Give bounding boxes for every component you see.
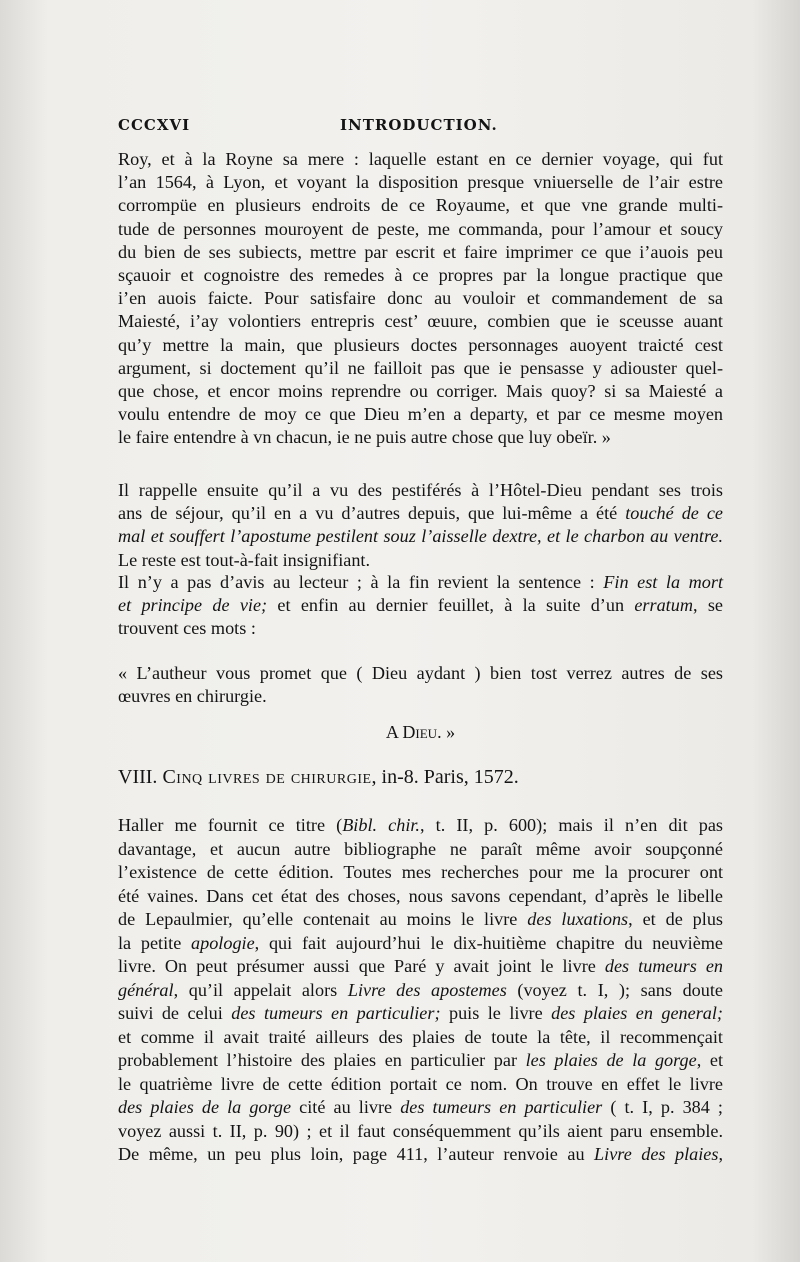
italic-span: Fin est la mort (603, 572, 724, 592)
italic-span: les plaies de la gorge (525, 1050, 697, 1070)
closing-text: A Dieu. » (385, 722, 456, 742)
text-span: et enfin au dernier feuillet, à la suite d’un (267, 595, 635, 616)
text-line: l’an 1564, à Lyon, et voyant la disposition presque vniuerselle de l’air estre (118, 172, 723, 193)
page-number: CCCXVI (118, 116, 191, 134)
text-line (118, 814, 723, 838)
italic-span: et principe de vie; (118, 595, 268, 616)
text-line: Il rappelle ensuite qu’il a vu des pestiférés à l’Hôtel-Dieu pendant ses trois (118, 480, 723, 500)
text-line (118, 1143, 723, 1167)
text-span: cité au livre (291, 1097, 401, 1117)
quote-paragraph (118, 148, 723, 450)
text-line: voulu entendre de moy ce que Dieu m’en a departy, et par ce mesme moyen (118, 404, 723, 425)
text-line: le quatrième livre de cette édition portait ce nom. On trouve en effet le livre (118, 1073, 723, 1094)
italic-span: Livre des apostemes (347, 979, 507, 1000)
text-line (118, 1049, 723, 1073)
text-line: sçauoir et cognoistre des remedes à ce propres par la longue practique que (118, 265, 723, 286)
italic-span: touché de ce (625, 503, 723, 524)
text-span: Haller me fournit ce titre ( (118, 815, 343, 835)
italic-span: mal et souffert l’apostume pestilent souz l’aisselle dextre, et le charbon au ventre. (118, 526, 723, 547)
text-line (118, 525, 723, 548)
text-line: que chose, et encor moins reprendre ou corriger. Mais quoy? si sa Maiesté a (118, 381, 723, 402)
text-span: ( t. I, p. 384 ; (602, 1097, 723, 1117)
text-span: Il n’y a pas d’avis au lecteur ; à la fin revient la sentence : (118, 572, 604, 592)
text-span: , qu’il appelait alors (173, 979, 348, 1000)
text-span: livre. On peut présumer aussi que Paré y avait joint le livre (118, 956, 605, 976)
section-details: , in-8. Paris, 1572. (371, 766, 519, 788)
text-line: i’en auois faicte. Pour satisfaire donc au vouloir et commandement de sa (118, 288, 723, 309)
italic-span: général (118, 979, 174, 1000)
italic-span: des plaies en general; (551, 1003, 723, 1023)
text-span: , (718, 1144, 723, 1164)
italic-span: des tumeurs en particulier (400, 1097, 603, 1117)
paragraph-hotel-dieu (118, 479, 723, 572)
italic-span: des plaies de la gorge (118, 1097, 292, 1117)
text-line: « L’autheur vous promet que ( Dieu aydant ) bien tost verrez autres de ses (118, 663, 723, 683)
text-line (118, 932, 723, 956)
text-line: corrompüe en plusieurs endroits de ce Royaume, et que vne grande multi- (118, 195, 723, 216)
text-line (118, 955, 723, 979)
quote-autheur (118, 662, 723, 708)
text-span: de Lepaulmier, qu’elle contenait au moins le livre (118, 909, 528, 929)
text-line: davantage, et aucun autre bibliographe ne paraît même avoir soupçonné (118, 838, 723, 859)
section-number: VIII. (118, 766, 158, 788)
text-span: De même, un peu plus loin, page 411, l’auteur renvoie au (118, 1144, 595, 1164)
text-span: ans de séjour, qu’il en a vu d’autres depuis, que lui-même a été (118, 503, 626, 524)
italic-span: des tumeurs en particulier; (231, 1003, 441, 1023)
text-line: Roy, et à la Royne sa mere : laquelle estant en ce dernier voyage, qui fut (118, 149, 723, 169)
italic-span: Livre des plaies (594, 1144, 719, 1164)
italic-span: des luxations (527, 909, 629, 929)
text-line (118, 1096, 723, 1120)
section-title: Cinq livres de chirurgie (162, 766, 372, 788)
paragraph-sentence (118, 571, 723, 641)
section-heading (118, 766, 723, 789)
text-line (118, 1002, 723, 1026)
closing-line (118, 722, 723, 743)
text-line: été vaines. Dans cet état des choses, nous savons cependant, d’après le libelle (118, 885, 723, 906)
text-line: Maiesté, i’ay volontiers entrepris cest’ œuure, combien que ie sceusse auant (118, 311, 723, 332)
text-line: et comme il avait traité ailleurs des plaies de toute la tête, il recommençait (118, 1026, 723, 1047)
text-line: trouvent ces mots : (118, 618, 256, 639)
text-line (118, 594, 723, 617)
page-header (118, 116, 723, 140)
text-line (118, 979, 723, 1003)
text-span: puis le livre (440, 1003, 552, 1023)
text-line (118, 571, 723, 594)
text-line (118, 908, 723, 932)
text-span: , se (692, 595, 723, 616)
paragraph-haller (118, 814, 723, 1167)
italic-span: des tumeurs en (604, 956, 724, 976)
text-line (118, 502, 723, 525)
text-span: , et (696, 1050, 724, 1070)
text-span: (voyez t. I, ); sans doute (506, 979, 723, 1000)
text-line: tude de personnes mouroyent de peste, me commanda, pour l’amour et soucy (118, 218, 723, 239)
text-span: , et de plus (628, 909, 723, 929)
italic-span: erratum (634, 595, 693, 616)
text-span: suivi de celui (118, 1003, 232, 1023)
text-line: Le reste est tout-à-fait insignifiant. (118, 549, 371, 570)
text-span: , t. II, p. 600); mais il n’en dit pas (419, 815, 723, 835)
text-line: l’existence de cette édition. Toutes mes recherches pour me la procurer ont (118, 862, 723, 882)
text-line: du bien de ses subiects, mettre par escrit et faire imprimer ce que i’auois peu (118, 241, 723, 262)
text-line: le faire entendre à vn chacun, ie ne puis autre chose que luy obeïr. » (118, 427, 611, 448)
text-line: qu’y mettre la main, que plusieurs doctes personnages auoyent traicté cest (118, 334, 723, 355)
running-title: INTRODUCTION. (340, 116, 498, 134)
italic-span: apologie (191, 932, 255, 953)
text-line: œuvres en chirurgie. (118, 686, 267, 707)
italic-span: Bibl. chir. (342, 815, 420, 835)
text-line: voyez aussi t. II, p. 90) ; et il faut conséquemment qu’ils aient paru ensemble. (118, 1120, 723, 1141)
text-span: la petite (118, 932, 192, 953)
text-span: , qui fait aujourd’hui le dix-huitième chapitre du neuvième (254, 932, 723, 953)
text-span: probablement l’histoire des plaies en particulier par (118, 1050, 526, 1070)
text-line: argument, si doctement qu’il ne failloit pas que ie pensasse y adiouster quel- (118, 357, 723, 378)
